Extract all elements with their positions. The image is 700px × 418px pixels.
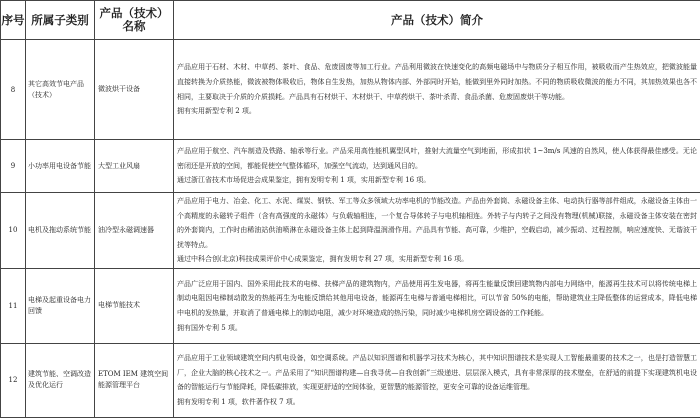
header-product: 产品（技术）名称 bbox=[95, 1, 174, 40]
intro-text: 产品应用于工业领域建筑空间内机电设备，如空调系统。产品以知识图谱和机器学习技术为核心，其中知识图谱技术是实现人工智能最重要的技术之一，也是打造智慧工厂，企业大脑的核心技术之一。产品采用了“知识图谱构建—自我寻优—自我创新”三级递进、层层深入模式，具有非常深厚的技术壁垒，在舒适的前提下实现建筑机电设备的智能运行与节能降耗，降低碳排放，实现更舒适的空间体验，更智慧的能源管控，更安全可靠的设备运维管理。 bbox=[177, 351, 697, 395]
row-no: 11 bbox=[1, 268, 26, 343]
table-row bbox=[1, 268, 700, 343]
row-no: 10 bbox=[1, 193, 26, 269]
row-category: 电机及拖动系统节能 bbox=[26, 193, 95, 269]
patent-text: 拥有实用新型专利 2 项。 bbox=[177, 104, 697, 119]
intro-text: 产品应用于电力、冶金、化工、水泥、煤炭、钢铁、军工等众多领域大功率电机的节能改造。产品由外套筒、永磁设备主体、电动执行器等部件组成，永磁设备主体由一个高精度的永磁转子组件（含有高强度的永磁体）与负载轴相连，一个复合导体转子与电机轴相连。外转子与内转子之间没有物理(机械)联接，永磁设备主体安装在密封的外套筒内，工作时由稀油站供油喷淋在永磁设备主体上起到降温润滑作用。产品具有节能、高可靠，少维护，空载启动，减少振动、过程控制，响应速度快、无谐波干扰等特点。 bbox=[177, 194, 697, 252]
intro-text: 产品应用于石材、木材、中草药、茶叶、食品、危废固废等加工行业。产品利用微波在快速变化的高频电磁场中与物质分子相互作用，被吸收而产生热效应，把微波能量直接转换为介质热能，微波被物体吸收后，物体自生发热，加热从物体内部、外部同时开始，能做到里外同时加热。不同的物质吸收微波的能力不同，其加热效果也各不相同，主要取决于介质的介质损耗。产品具有石材烘干、木材烘干、中草药烘干、茶叶杀青、食品杀菌、危废固废烘干等功能。 bbox=[177, 60, 697, 104]
patent-text: 拥有国外专利 5 项。 bbox=[177, 321, 697, 336]
row-product: 微波烘干设备 bbox=[95, 40, 174, 140]
row-category: 建筑节能、空调改造及优化运行 bbox=[26, 343, 95, 417]
row-product: 大型工业风扇 bbox=[95, 140, 174, 193]
row-product: 油冷型永磁调速器 bbox=[95, 193, 174, 269]
row-category: 电梯及起重设备电力回馈 bbox=[26, 268, 95, 343]
row-intro bbox=[174, 140, 700, 193]
header-no: 序号 bbox=[1, 1, 26, 40]
row-category: 小功率用电设备节能 bbox=[26, 140, 95, 193]
row-no: 8 bbox=[1, 40, 26, 140]
patent-text: 拥有发明专利 1 项，软件著作权 7 项。 bbox=[177, 395, 697, 410]
patent-text: 通过中科合创(北京)科技成果评价中心成果鉴定，拥有发明专利 27 项，实用新型专利 16 项。 bbox=[177, 252, 697, 267]
row-product: ETOM IEM 建筑空间能源管理平台 bbox=[95, 343, 174, 417]
table-row bbox=[1, 343, 700, 417]
row-product: 电梯节能技术 bbox=[95, 268, 174, 343]
intro-text: 产品广泛应用于国内、国外采用此技术的电梯、扶梯产品的建筑物内，产品使用再生发电器，将再生能量反馈回建筑物内部电力网络中，能源再生技术可以将传统电梯上制动电阻因电梯制动散发的热能再生为电能反馈给其他用电设备，能源再生电梯与普通电梯相比，可以节省 50%的电能，帮助建筑业主降低整体的运营成本，降低电梯中电机的发热量，并取消了普通电梯上的制动电阻，减少对环境造成的热污染，同时减少电梯机房空调设备的工作耗能。 bbox=[177, 277, 697, 321]
row-intro bbox=[174, 40, 700, 140]
row-intro bbox=[174, 268, 700, 343]
row-no: 12 bbox=[1, 343, 26, 417]
header-intro: 产品（技术）简介 bbox=[174, 1, 700, 40]
patent-text: 通过浙江省技术市场促进会成果鉴定，拥有发明专利 1 项，实用新型专利 16 项。 bbox=[177, 173, 697, 188]
row-intro bbox=[174, 193, 700, 269]
table-row bbox=[1, 40, 700, 140]
table-row bbox=[1, 193, 700, 269]
row-intro bbox=[174, 343, 700, 417]
table-header-row bbox=[1, 1, 700, 40]
intro-text: 产品应用于航空、汽车制造及铁路、轴承等行业。产品采用高性能机翼型风叶，推射大流量空气到地面，形成扣状 1~3m/s 风速的自然风，使人体获得最佳感受。无论密闭还是开放的空间，都能促使空气整体循环，加强空气流动，达到通风目的。 bbox=[177, 144, 697, 173]
row-no: 9 bbox=[1, 140, 26, 193]
row-category: 其它高效节电产品（技术） bbox=[26, 40, 95, 140]
header-category: 所属子类别 bbox=[26, 1, 95, 40]
table-row bbox=[1, 140, 700, 193]
